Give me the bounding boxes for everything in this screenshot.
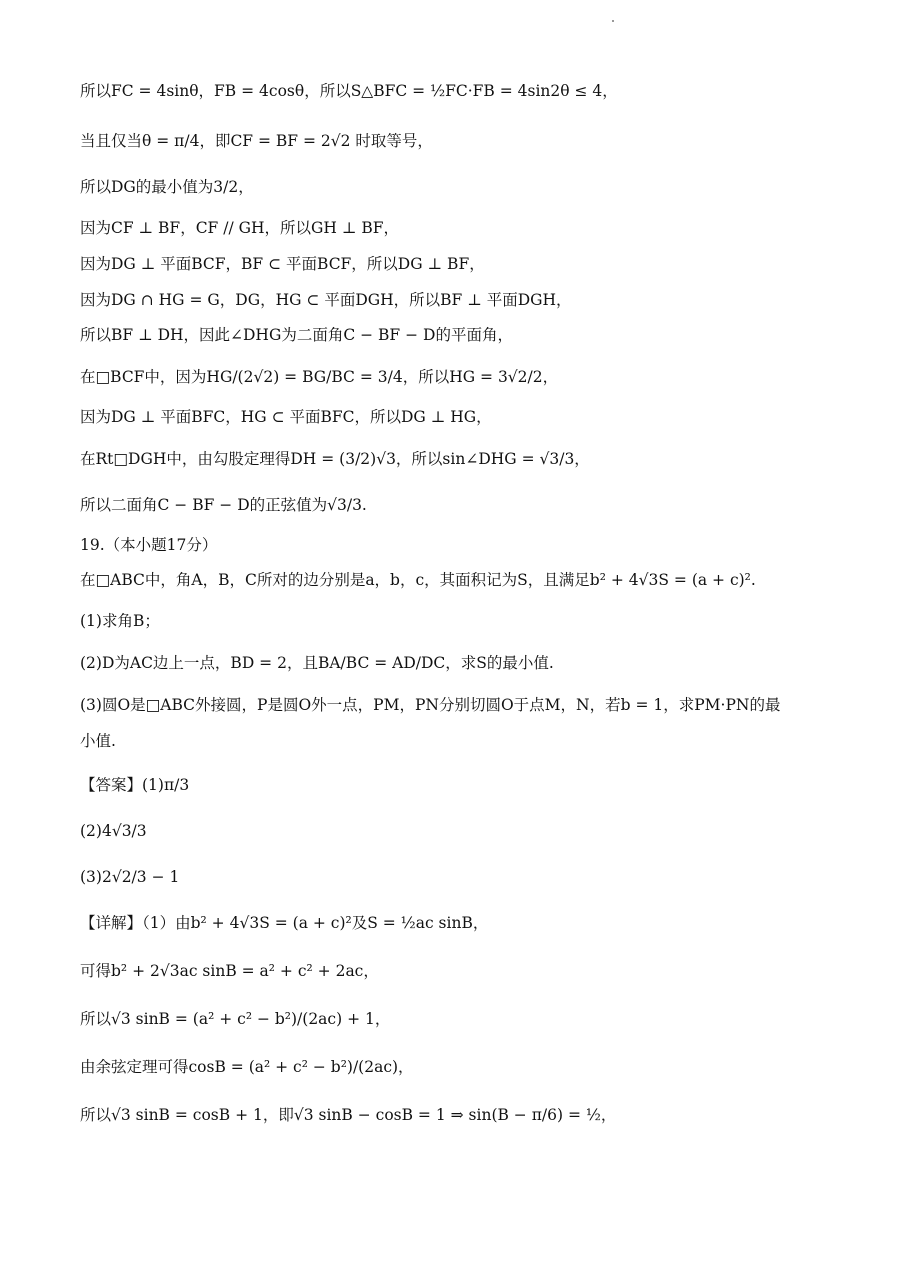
solution-line-2: 当且仅当θ = π/4，即CF = BF = 2√2 时取等号，	[80, 132, 433, 150]
detail-line-1: 【详解】（1）由b² + 4√3S = (a + c)²及S = ½ac sinB，	[80, 914, 489, 932]
problem-part-2: (2)D为AC边上一点，BD = 2，且BA/BC = AD/DC，求S的最小值.	[80, 654, 554, 672]
problem-part-1: (1)求角B；	[80, 612, 160, 630]
problem-statement: 在□ABC中，角A，B，C所对的边分别是a，b，c，其面积记为S，且满足b² + 4√3S = (a + c)².	[80, 571, 756, 589]
detail-line-2: 可得b² + 2√3ac sinB = a² + c² + 2ac，	[80, 962, 379, 980]
scan-speck	[612, 20, 614, 22]
solution-line-3: 所以DG的最小值为3/2，	[80, 178, 254, 196]
problem-part-3-cont: 小值.	[80, 732, 116, 750]
answer-2: (2)4√3/3	[80, 822, 147, 840]
solution-line-10: 在Rt□DGH中，由勾股定理得DH = (3/2)√3，所以sin∠DHG = √3/3，	[80, 450, 590, 468]
solution-line-5: 因为DG ⊥ 平面BCF，BF ⊂ 平面BCF，所以DG ⊥ BF，	[80, 255, 485, 273]
problem-heading: 19.（本小题17分）	[80, 536, 218, 554]
solution-line-4: 因为CF ⊥ BF，CF // GH，所以GH ⊥ BF，	[80, 219, 399, 237]
problem-part-3: (3)圆O是□ABC外接圆，P是圆O外一点，PM，PN分别切圆O于点M，N，若b = 1，求PM·PN的最	[80, 696, 781, 714]
solution-line-7: 所以BF ⊥ DH，因此∠DHG为二面角C − BF − D的平面角，	[80, 326, 513, 344]
detail-line-3: 所以√3 sinB = (a² + c² − b²)/(2ac) + 1，	[80, 1010, 391, 1028]
answer-1: 【答案】(1)π/3	[80, 776, 190, 794]
solution-line-6: 因为DG ∩ HG = G，DG，HG ⊂ 平面DGH，所以BF ⊥ 平面DGH，	[80, 291, 572, 309]
solution-line-8: 在□BCF中，因为HG/(2√2) = BG/BC = 3/4，所以HG = 3√2/2，	[80, 368, 559, 386]
detail-line-4: 由余弦定理可得cosB = (a² + c² − b²)/(2ac)，	[80, 1058, 414, 1076]
detail-line-5: 所以√3 sinB = cosB + 1，即√3 sinB − cosB = 1 ⇒ sin(B − π/6) = ½，	[80, 1106, 617, 1124]
answer-3: (3)2√2/3 − 1	[80, 868, 180, 886]
solution-line-11: 所以二面角C − BF − D的正弦值为√3/3.	[80, 496, 367, 514]
solution-line-1: 所以FC = 4sinθ，FB = 4cosθ，所以S△BFC = ½FC·FB = 4sin2θ ≤ 4，	[80, 82, 618, 100]
solution-line-9: 因为DG ⊥ 平面BFC，HG ⊂ 平面BFC，所以DG ⊥ HG，	[80, 408, 492, 426]
